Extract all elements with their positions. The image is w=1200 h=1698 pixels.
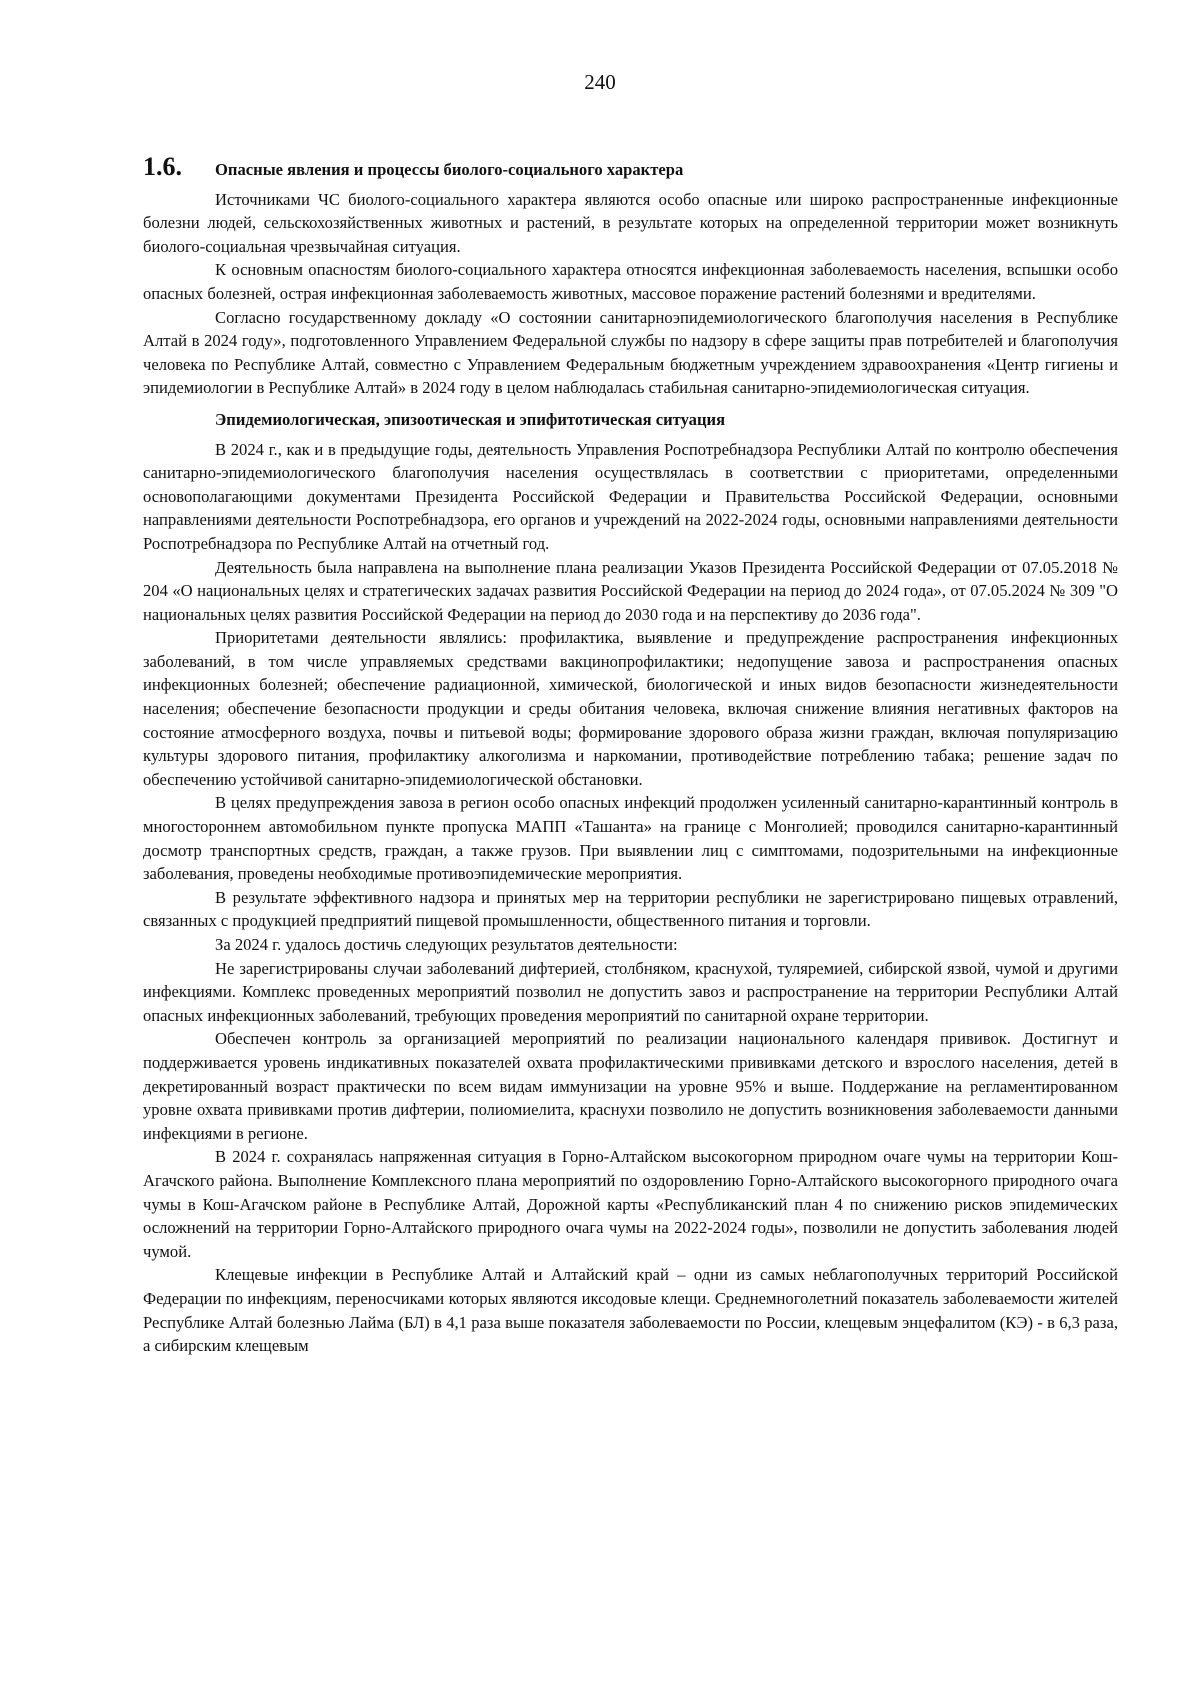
- paragraph-2: Деятельность была направлена на выполнение плана реализации Указов Президента Российской Федерации от 07.05.2018 № 204 «О национальных целях и стратегических задачах развития Российской Федерации на период до 2024 года», от 07.05.2024 № 309 "О национальных целях развития Российской Федерации на период до 2030 года и на перспективу до 2036 года".: [143, 557, 1118, 624]
- section-number: 1.6.: [143, 152, 182, 181]
- paragraph-7: Не зарегистрированы случаи заболеваний дифтерией, столбняком, краснухой, туляремией, сибирской язвой, чумой и другими инфекциями. Комплекс проведенных мероприятий позволил не допустить завоз и распространение на территории Республики Алтай опасных инфекционных заболеваний, требующих проведения мероприятий по санитарной охране территории.: [143, 958, 1118, 1025]
- paragraph-intro-3: Согласно государственному докладу «О состоянии санитарноэпидемиологического благополучия населения в Республике Алтай в 2024 году», подготовленного Управлением Федеральной службы по надзору в сфере защиты прав потребителей и благополучия человека по Республике Алтай, совместно с Управлением Федеральным бюджетным учреждением здравоохранения «Центр гигиены и эпидемиологии в Республике Алтай» в 2024 году в целом наблюдалась стабильная санитарно-эпидемиологическая ситуация.: [143, 307, 1118, 398]
- paragraph-4: В целях предупреждения завоза в регион особо опасных инфекций продолжен усиленный санитарно-карантинный контроль в многостороннем автомобильном пункте пропуска МАПП «Ташанта» на границе с Монголией; проводился санитарно-карантинный досмотр транспортных средств, граждан, а также грузов. При выявлении лиц с симптомами, подозрительными на инфекционные заболевания, проведены необходимые противоэпидемические мероприятия.: [143, 793, 1118, 884]
- section-title: Опасные явления и процессы биолого-социального характера: [215, 160, 684, 179]
- paragraph-9: В 2024 г. сохранялась напряженная ситуация в Горно-Алтайском высокогорном природном очаге чумы на территории Кош-Агачского района. Выполнение Комплексного плана мероприятий по оздоровлению Горно-Алтайского высокогорного природного очага чумы в Кош-Агачском районе в Республике Алтай, Дорожной карты «Республиканский план 4 по снижению рисков эпидемических осложнений на территории Горно-Алтайского природного очага чумы на 2022-2024 годы», позволили не допустить заболевания людей чумой.: [143, 1147, 1118, 1261]
- subheading: Эпидемиологическая, эпизоотическая и эпифитотическая ситуация: [215, 409, 726, 429]
- paragraph-1: В 2024 г., как и в предыдущие годы, деятельность Управления Роспотребнадзора Республики Алтай по контролю обеспечения санитарно-эпидемиологического благополучия населения осуществлялась в соответствии с приоритетами, определенными основополагающими документами Президента Российской Федерации и Правительства Российской Федерации, основными направлениями деятельности Роспотребнадзора, его органов и учреждений на 2022-2024 годы, основными направлениями деятельности Роспотребнадзора по Республике Алтай на отчетный год.: [143, 439, 1118, 553]
- paragraph-5: В результате эффективного надзора и принятых мер на территории республики не зарегистрировано пищевых отравлений, связанных с продукцией предприятий пищевой промышленности, общественного питания и торговли.: [143, 887, 1118, 931]
- paragraph-intro-2: К основным опасностям биолого-социального характера относятся инфекционная заболеваемость населения, вспышки особо опасных болезней, острая инфекционная заболеваемость животных, массовое поражение растений болезнями и вредителями.: [143, 260, 1118, 303]
- paragraph-10: Клещевые инфекции в Республике Алтай и Алтайский край – одни из самых неблагополучных территорий Российской Федерации по инфекциям, переносчиками которых являются иксодовые клещи. Среднемноголетний показатель заболеваемости жителей Республике Алтай болезнью Лайма (БЛ) в 4,1 раза выше показателя заболеваемости по России, клещевым энцефалитом (КЭ) - в 6,3 раза, а сибирским клещевым: [143, 1265, 1118, 1356]
- section-heading: [143, 152, 1118, 182]
- paragraph-8: Обеспечен контроль за организацией мероприятий по реализации национального календаря прививок. Достигнут и поддерживается уровень индикативных показателей охвата профилактическими прививками детского и взрослого населения, детей в декретированный возраст практически по всем видам иммунизации на уровне 95% и выше. Поддержание на регламентированном уровне охвата прививками против дифтерии, полиомиелита, краснухи позволило не допустить возникновения заболеваемости данными инфекциями в регионе.: [143, 1029, 1118, 1143]
- paragraph-6: За 2024 г. удалось достичь следующих результатов деятельности:: [215, 935, 678, 954]
- page-number: 240: [584, 70, 616, 94]
- page-content: [143, 152, 1118, 1358]
- paragraph-intro-1: Источниками ЧС биолого-социального характера являются особо опасные или широко распространенные инфекционные болезни людей, сельскохозяйственных животных и растений, в результате которых на определенной территории может возникнуть биолого-социальная чрезвычайная ситуация.: [143, 189, 1118, 256]
- paragraph-3: Приоритетами деятельности являлись: профилактика, выявление и предупреждение распространения инфекционных заболеваний, в том числе управляемых средствами вакцинопрофилактики; недопущение завоза и распространения опасных инфекционных болезней; обеспечение радиационной, химической, биологической и иных видов безопасности жизнедеятельности населения; обеспечение безопасности продукции и среды обитания человека, включая снижение влияния негативных факторов на состояние атмосферного воздуха, почвы и питьевой воды; формирование здорового образа жизни граждан, включая популяризацию культуры здорового питания, профилактику алкоголизма и наркомании, противодействие потреблению табака; решение задач по обеспечению устойчивой санитарно-эпидемиологической обстановки.: [143, 628, 1118, 789]
